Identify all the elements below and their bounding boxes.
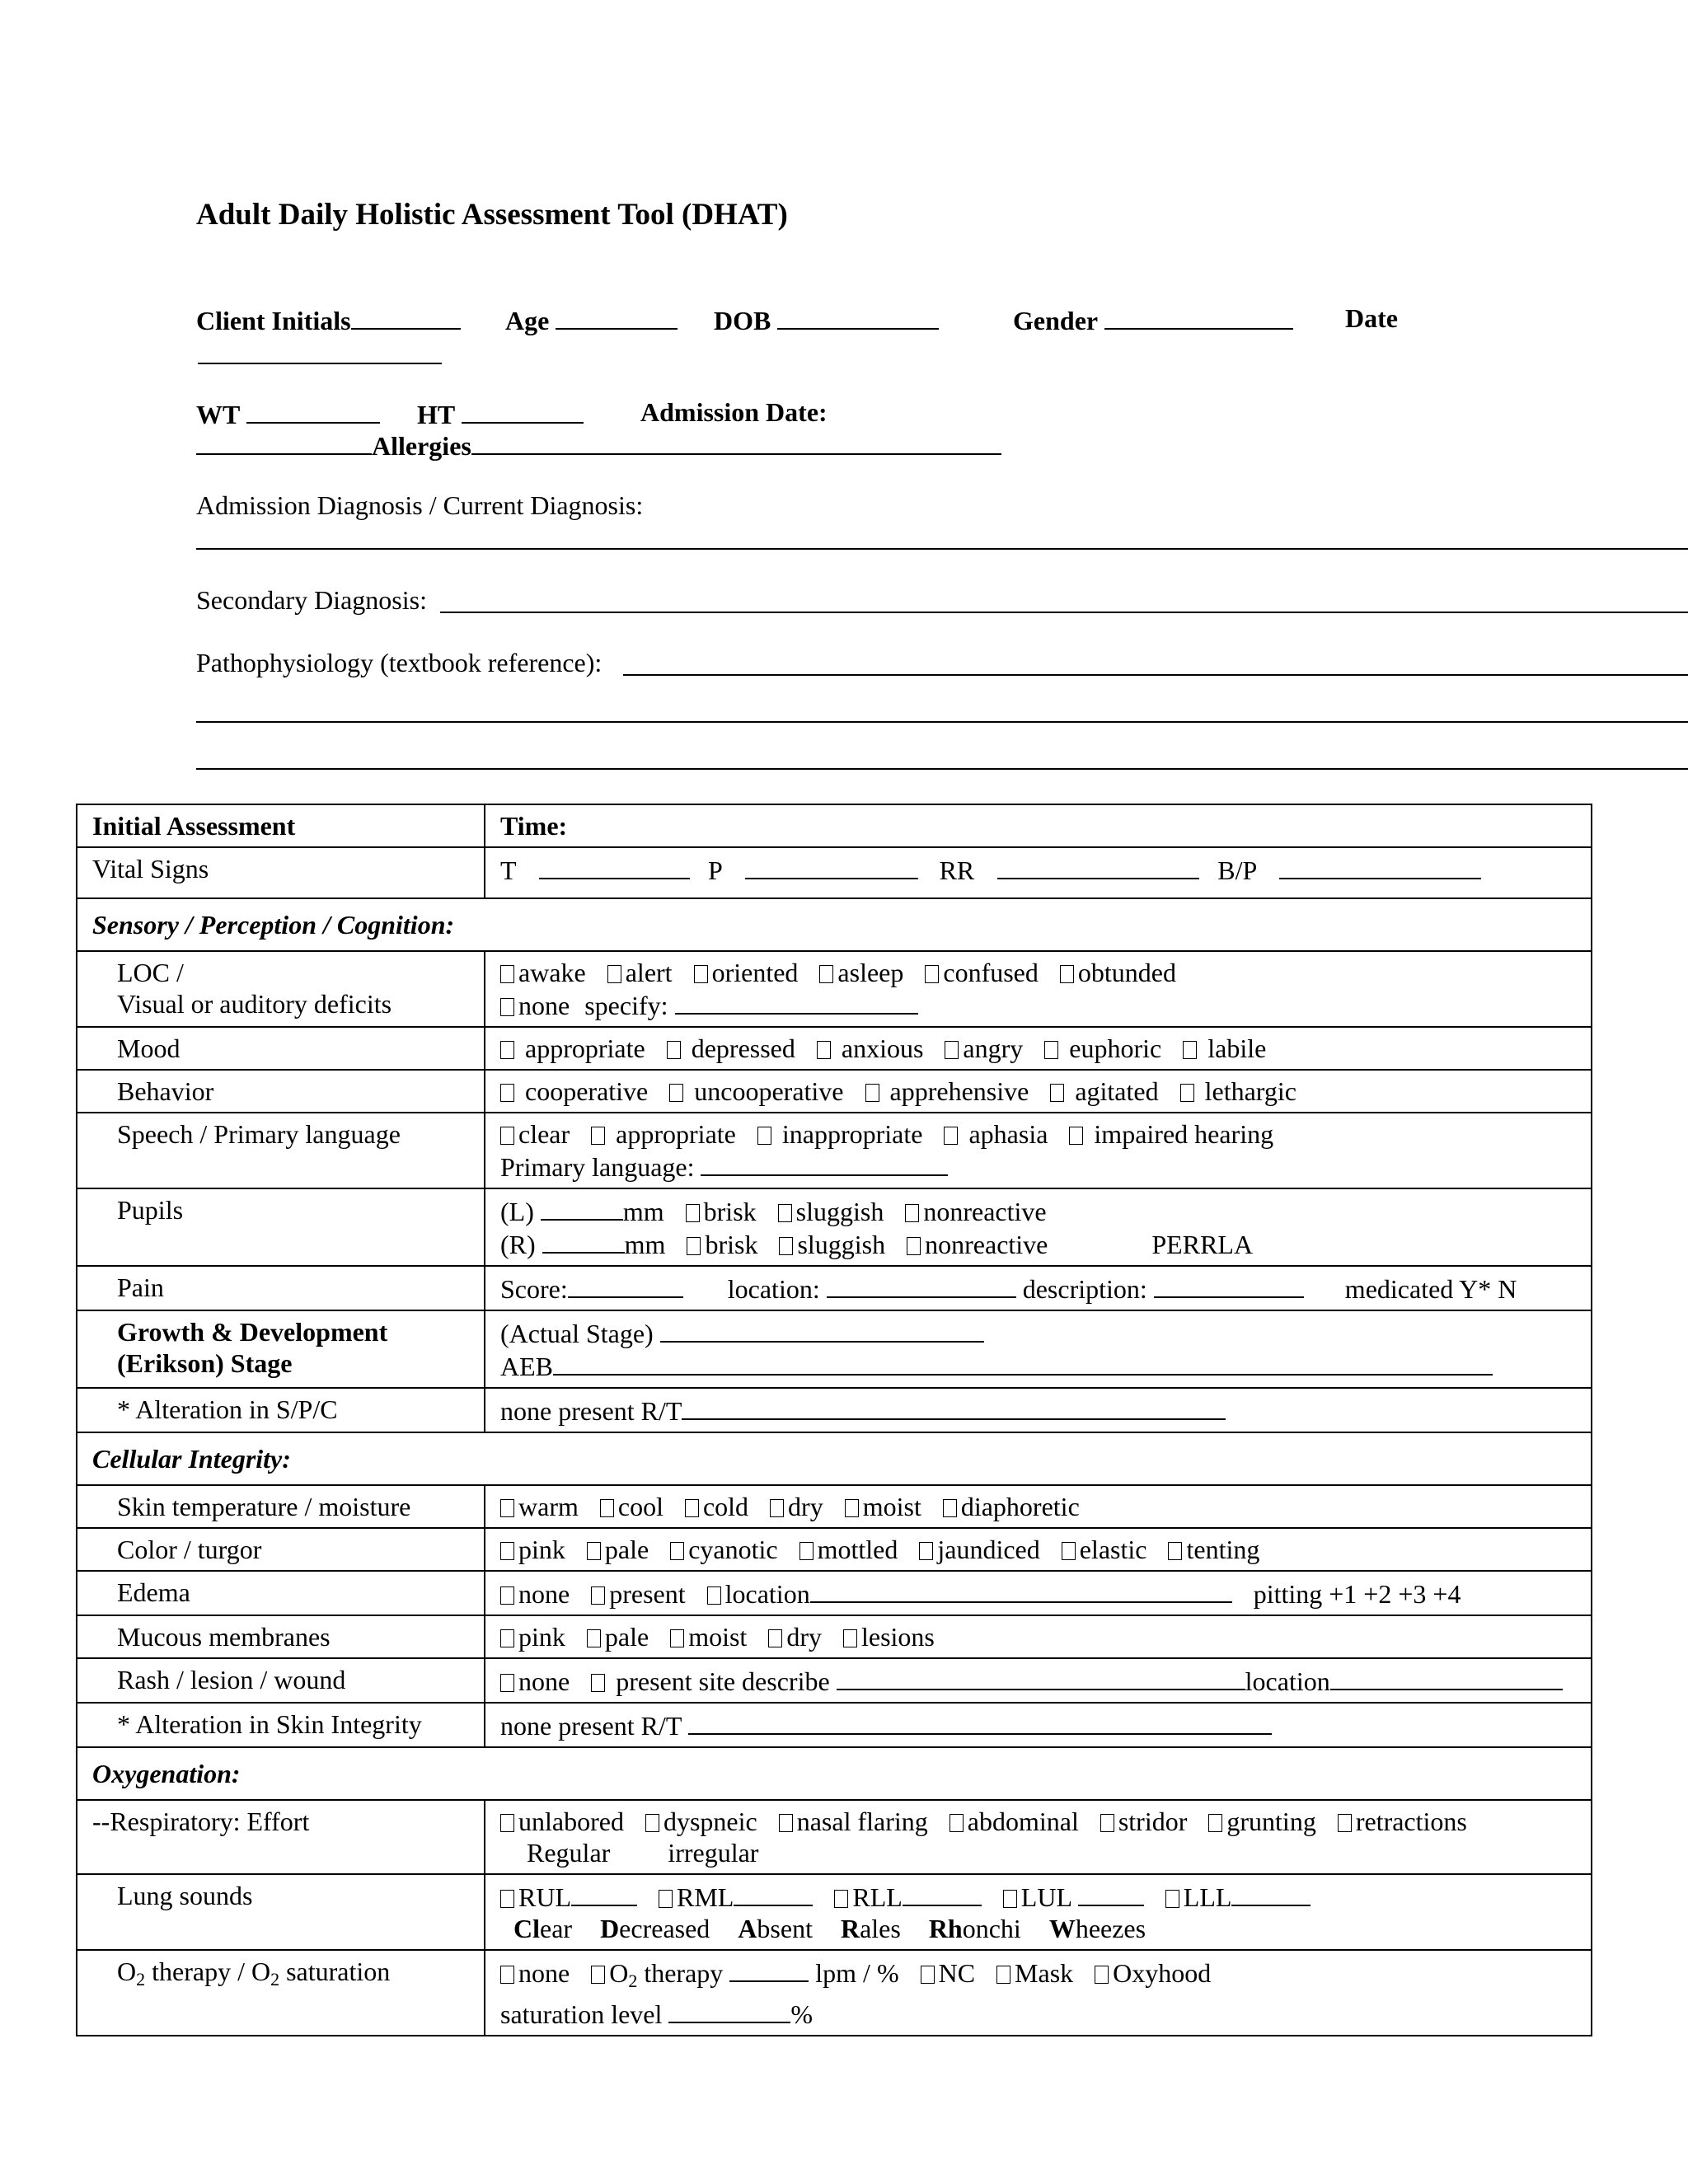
checkbox-option[interactable]: abdominal [950,1807,1079,1836]
irregular-option[interactable]: irregular [668,1838,759,1868]
checkbox-option[interactable]: brisk [687,1230,757,1259]
primary-language-label: Primary language: [500,1152,695,1182]
lung-key-rhonchi[interactable]: Rhonchi [928,1914,1021,1943]
table-row [77,1113,1592,1188]
page-title: Adult Daily Holistic Assessment Tool (DHAT) [196,198,788,232]
checkbox-option[interactable]: angry [945,1033,1023,1063]
pulse-label: P [707,855,722,885]
mm-label: mm [622,1197,664,1226]
checkbox-option[interactable]: none [500,1666,570,1696]
growth-development-fields [485,1310,1592,1388]
pain-fields [485,1266,1592,1310]
table-row [77,804,1592,847]
checkbox-option[interactable]: LUL [1003,1882,1071,1912]
checkbox-option[interactable]: tenting [1168,1535,1259,1564]
checkbox-option[interactable]: pink [500,1535,565,1564]
table-row [77,1615,1592,1658]
alteration-skin-field [485,1703,1592,1747]
growth-development-label [77,1310,485,1388]
o2-therapy-fields [485,1950,1592,2036]
mm-label: mm [624,1230,666,1259]
ht-field[interactable] [417,397,584,430]
lung-key-absent[interactable]: Absent [738,1914,813,1943]
checkbox-option[interactable]: present [591,1579,685,1609]
table-row [77,951,1592,1027]
rash-label: Rash / lesion / wound [77,1658,485,1703]
table-row [77,1070,1592,1113]
lung-sounds-label: Lung sounds [77,1874,485,1950]
allergies-field[interactable] [196,429,1001,462]
regular-option[interactable]: Regular [527,1838,611,1868]
color-turgor-label: Color / turgor [77,1528,485,1571]
checkbox-option[interactable]: cooperative [500,1076,648,1106]
secondary-diagnosis-label: Secondary Diagnosis: [196,585,427,615]
checkbox-option[interactable]: unlabored [500,1807,624,1836]
checkbox-option[interactable]: elastic [1062,1535,1147,1564]
checkbox-option[interactable]: nonreactive [907,1230,1048,1259]
checkbox-option[interactable]: cool [600,1492,663,1521]
pathophysiology-line-1[interactable] [623,674,1688,676]
date-input-line[interactable] [198,363,442,364]
checkbox-option[interactable]: sluggish [779,1230,885,1259]
pain-medicated-option[interactable]: medicated Y* N [1344,1274,1517,1304]
alteration-spc-input[interactable] [682,1394,1226,1420]
checkbox-option[interactable]: lethargic [1180,1076,1296,1106]
primary-language-input[interactable] [701,1150,948,1176]
dob-field[interactable] [714,303,939,336]
assessment-table [76,804,1592,2036]
table-row [77,1027,1592,1070]
checkbox-option[interactable]: apprehensive [865,1076,1029,1106]
checkbox-option[interactable]: moist [670,1622,747,1652]
pathophysiology-line-2[interactable] [196,721,1688,723]
mood-label: Mood [77,1027,485,1070]
section-header-cellular: Cellular Integrity: [77,1432,1592,1485]
lung-key-decreased[interactable]: Decreased [600,1914,710,1943]
pulse-input[interactable] [745,853,918,879]
checkbox-option[interactable]: mottled [799,1535,898,1564]
actual-stage-input[interactable] [660,1316,984,1343]
checkbox-option[interactable]: appropriate [500,1033,645,1063]
checkbox-option[interactable]: agitated [1050,1076,1158,1106]
checkbox-option[interactable]: pale [587,1622,649,1652]
checkbox-option[interactable]: location [707,1579,810,1609]
skin-label: Skin temperature / moisture [77,1485,485,1528]
aeb-input[interactable] [553,1349,1493,1376]
checkbox-option[interactable]: retractions [1338,1807,1467,1836]
growth-development-label-line-2: (Erikson) Stage [117,1348,293,1378]
respiratory-effort-options [485,1800,1592,1874]
checkbox-option[interactable]: none [500,1958,570,1988]
pupil-left-size-input[interactable] [541,1194,623,1221]
lung-sounds-fields [485,1874,1592,1950]
table-row [77,1950,1592,2036]
pain-score-label: Score: [500,1274,568,1304]
checkbox-option[interactable]: none [500,991,570,1020]
checkbox-option[interactable]: pink [500,1622,565,1652]
saturation-level-input[interactable] [668,1997,790,2023]
alteration-spc-label: * Alteration in S/P/C [77,1388,485,1432]
specify-label: specify: [584,991,668,1020]
checkbox-option[interactable]: uncooperative [669,1076,843,1106]
admission-diagnosis-line[interactable] [196,548,1688,550]
checkbox-option[interactable]: dyspneic [645,1807,757,1836]
initial-assessment-header: Initial Assessment [77,804,485,847]
checkbox-option[interactable]: awake [500,958,586,987]
vital-signs-fields [485,847,1592,898]
table-row [77,847,1592,898]
allergies-label: Allergies [372,431,471,461]
table-row [77,1800,1592,1874]
pain-location-input[interactable] [827,1272,1016,1298]
lung-key-rales[interactable]: Rales [840,1914,901,1943]
checkbox-option[interactable]: present site describe [591,1666,829,1696]
loc-label [77,951,485,1027]
growth-development-label-line-1: Growth & Development [117,1317,388,1347]
color-turgor-options [485,1528,1592,1571]
loc-label-line-2: Visual or auditory deficits [117,989,392,1019]
alteration-skin-input[interactable] [688,1708,1272,1735]
table-row [77,1188,1592,1266]
specify-input[interactable] [675,988,918,1015]
vital-signs-label: Vital Signs [77,847,485,898]
aeb-label: AEB [500,1352,553,1381]
o2-therapy-label: $O_2$ therapy / $O_2$ saturation [77,1950,485,2036]
checkbox-option[interactable]: oriented [694,958,799,987]
checkbox-option[interactable]: cold [685,1492,748,1521]
pupils-fields [485,1188,1592,1266]
date-label: Date [1345,303,1398,333]
checkbox-option[interactable]: RLL [834,1882,902,1912]
wt-field[interactable] [196,397,380,430]
percent-label: % [790,1999,814,2029]
checkbox-option[interactable]: asleep [819,958,903,987]
admission-diagnosis-label: Admission Diagnosis / Current Diagnosis: [196,490,644,520]
edema-fields [485,1571,1592,1615]
client-initials-field[interactable] [196,303,461,336]
alteration-skin-label: * Alteration in Skin Integrity [77,1703,485,1747]
table-row [77,898,1592,951]
checkbox-option[interactable]: inappropriate [757,1119,923,1149]
edema-pitting-options[interactable]: pitting +1 +2 +3 +4 [1253,1579,1461,1609]
admission-date-label: Admission Date: [640,397,828,427]
pathophysiology-line-3[interactable] [196,768,1688,770]
checkbox-option[interactable]: appropriate [591,1119,736,1149]
table-row [77,1571,1592,1615]
alteration-spc-options[interactable]: none present R/T [500,1396,682,1426]
skin-options [485,1485,1592,1528]
mucous-membranes-label: Mucous membranes [77,1615,485,1658]
checkbox-option[interactable]: confused [925,958,1039,987]
pupil-right-label: (R) [500,1230,536,1259]
loc-options [485,951,1592,1027]
ht-label: HT [417,400,455,429]
table-row [77,1388,1592,1432]
lpm-label: lpm / % [815,1958,899,1988]
speech-options [485,1113,1592,1188]
checkbox-option[interactable]: none [500,1579,570,1609]
dob-label: DOB [714,306,771,335]
rash-location-input[interactable] [1330,1664,1563,1690]
checkbox-option[interactable]: pale [587,1535,649,1564]
alteration-spc-field [485,1388,1592,1432]
pain-location-label: location: [727,1274,820,1304]
checkbox-option[interactable]: $O_2$ therapy [591,1958,723,1988]
gender-label: Gender [1013,306,1098,335]
checkbox-option[interactable]: nonreactive [905,1197,1046,1226]
checkbox-option[interactable]: lesions [843,1622,935,1652]
gender-field[interactable] [1013,303,1293,336]
edema-label: Edema [77,1571,485,1615]
temperature-label: T [500,855,516,885]
age-label: Age [505,306,550,335]
checkbox-option[interactable]: labile [1183,1033,1266,1063]
wt-label: WT [196,400,240,429]
pupil-left-label: (L) [500,1197,534,1226]
table-row [77,1703,1592,1747]
alteration-skin-options[interactable]: none present R/T [500,1711,682,1741]
rash-location-label: location [1245,1666,1330,1696]
pain-description-input[interactable] [1154,1272,1304,1298]
checkbox-option[interactable]: aphasia [944,1119,1048,1149]
lung-key-wheezes[interactable]: Wheezes [1048,1914,1146,1943]
edema-location-input[interactable] [810,1577,1232,1603]
checkbox-option[interactable]: Mask [996,1958,1073,1988]
temperature-input[interactable] [539,853,690,879]
checkbox-option[interactable]: dry [770,1492,823,1521]
o2-lpm-input[interactable] [729,1956,809,1982]
perrla-option[interactable]: PERRLA [1151,1230,1254,1259]
checkbox-option[interactable]: impaired hearing [1069,1119,1273,1149]
checkbox-option[interactable]: warm [500,1492,579,1521]
rash-describe-input[interactable] [837,1664,1245,1690]
checkbox-option[interactable]: Oxyhood [1095,1958,1211,1988]
mucous-membranes-options [485,1615,1592,1658]
behavior-label: Behavior [77,1070,485,1113]
time-label[interactable]: Time: [485,804,1592,847]
checkbox-option[interactable]: clear [500,1119,570,1149]
checkbox-option[interactable]: sluggish [778,1197,884,1226]
checkbox-option[interactable]: nasal flaring [779,1807,928,1836]
checkbox-option[interactable]: brisk [686,1197,757,1226]
checkbox-option[interactable]: moist [845,1492,921,1521]
checkbox-option[interactable]: diaphoretic [943,1492,1080,1521]
lung-key-clear[interactable]: Clear [513,1914,573,1943]
actual-stage-label: (Actual Stage) [500,1319,654,1348]
client-initials-label: Client Initials [196,306,351,335]
respiratory-rate-label: RR [939,855,975,885]
table-row [77,1310,1592,1388]
behavior-options [485,1070,1592,1113]
checkbox-option[interactable]: NC [921,1958,975,1988]
respiratory-rate-input[interactable] [997,853,1199,879]
table-row [77,1485,1592,1528]
checkbox-option[interactable]: jaundiced [919,1535,1039,1564]
table-row [77,1874,1592,1950]
checkbox-option[interactable]: RUL [500,1882,571,1912]
saturation-level-label: saturation level [500,1999,663,2029]
table-row [77,1432,1592,1485]
blood-pressure-input[interactable] [1279,853,1481,879]
speech-label: Speech / Primary language [77,1113,485,1188]
pupil-right-size-input[interactable] [542,1227,625,1254]
checkbox-option[interactable]: dry [768,1622,822,1652]
rash-fields [485,1658,1592,1703]
pain-description-label: description: [1022,1274,1147,1304]
checkbox-option[interactable]: obtunded [1060,958,1176,987]
age-field[interactable] [505,303,678,336]
checkbox-option[interactable]: alert [607,958,673,987]
section-header-oxygenation: Oxygenation: [77,1747,1592,1800]
checkbox-option[interactable]: RML [659,1882,734,1912]
respiratory-effort-label: --Respiratory: Effort [77,1800,485,1874]
checkbox-option[interactable]: grunting [1208,1807,1315,1836]
pain-label: Pain [77,1266,485,1310]
table-row [77,1658,1592,1703]
pain-score-input[interactable] [568,1272,683,1298]
checkbox-option[interactable]: anxious [817,1033,924,1063]
checkbox-option[interactable]: cyanotic [670,1535,777,1564]
section-header-spc: Sensory / Perception / Cognition: [77,898,1592,951]
table-row [77,1266,1592,1310]
checkbox-option[interactable]: euphoric [1044,1033,1161,1063]
table-row [77,1747,1592,1800]
checkbox-option[interactable]: LLL [1165,1882,1232,1912]
mood-options [485,1027,1592,1070]
secondary-diagnosis-line[interactable] [440,612,1688,613]
loc-label-line-1: LOC / [117,958,184,987]
checkbox-option[interactable]: depressed [667,1033,795,1063]
pupils-label: Pupils [77,1188,485,1266]
pathophysiology-label: Pathophysiology (textbook reference): [196,648,603,677]
blood-pressure-label: B/P [1217,855,1257,885]
table-row [77,1528,1592,1571]
checkbox-option[interactable]: stridor [1100,1807,1188,1836]
